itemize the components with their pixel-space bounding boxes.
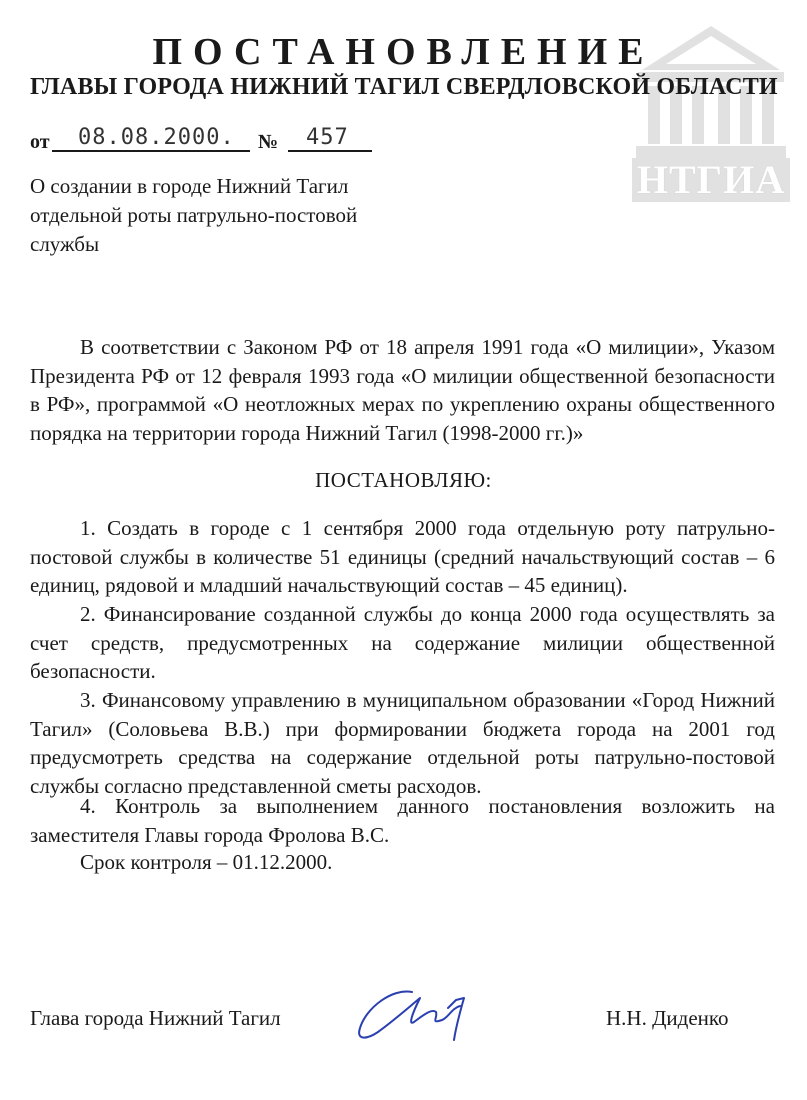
- number-value: 457: [306, 125, 349, 150]
- document-subtitle: ГЛАВЫ ГОРОДА НИЖНИЙ ТАГИЛ СВЕРДЛОВСКОЙ ОБЛАСТИ: [30, 74, 778, 100]
- decree-item: 1. Создать в городе с 1 сентября 2000 года отдельную роту патрульно-постовой службы в количестве 51 единицы (средний начальствующий состав – 6 единиц, рядовой и младший начальствующий состав – 45 единиц).: [30, 516, 775, 597]
- document-subject: [30, 172, 410, 259]
- handwritten-signature: [352, 978, 482, 1048]
- subject-line: О создании в городе Нижний Тагил: [30, 174, 349, 198]
- decree-heading: ПОСТАНОВЛЯЮ:: [315, 468, 492, 492]
- date-number-line: [30, 122, 390, 156]
- from-label: от: [30, 131, 50, 153]
- decree-item: 4. Контроль за выполнением данного постановления возложить на заместителя Главы города Фролова В.С.: [30, 794, 775, 847]
- subject-line: службы: [30, 232, 100, 256]
- subject-line: отдельной роты патрульно-постовой: [30, 203, 358, 227]
- date-value: 08.08.2000.: [78, 125, 235, 150]
- watermark-text: НТГИА: [632, 158, 790, 202]
- number-label: №: [258, 131, 279, 153]
- signatory-position: Глава города Нижний Тагил: [30, 1006, 281, 1030]
- signatory-name: Н.Н. Диденко: [606, 1006, 729, 1030]
- control-deadline: Срок контроля – 01.12.2000.: [80, 850, 333, 874]
- document-title: ПОСТАНОВЛЕНИЕ: [152, 31, 655, 73]
- decree-item: 2. Финансирование созданной службы до конца 2000 года осуществлять за счет средств, предусмотренных на содержание милиции общественной безопасности.: [30, 602, 775, 683]
- decree-item: 3. Финансовому управлению в муниципальном образовании «Город Нижний Тагил» (Соловьева В.В.) при формировании бюджета города на 2001 год предусмотреть средства на содержание отдельной роты патрульно-постовой службы согласно представленной сметы расходов.: [30, 688, 775, 798]
- preamble-paragraph: В соответствии с Законом РФ от 18 апреля 1991 года «О милиции», Указом Президента РФ от 12 февраля 1993 года «О милиции общественной безопасности в РФ», программой «О неотложных мерах по укреплению охраны общественного порядка на территории города Нижний Тагил (1998-2000 гг.)»: [30, 335, 775, 445]
